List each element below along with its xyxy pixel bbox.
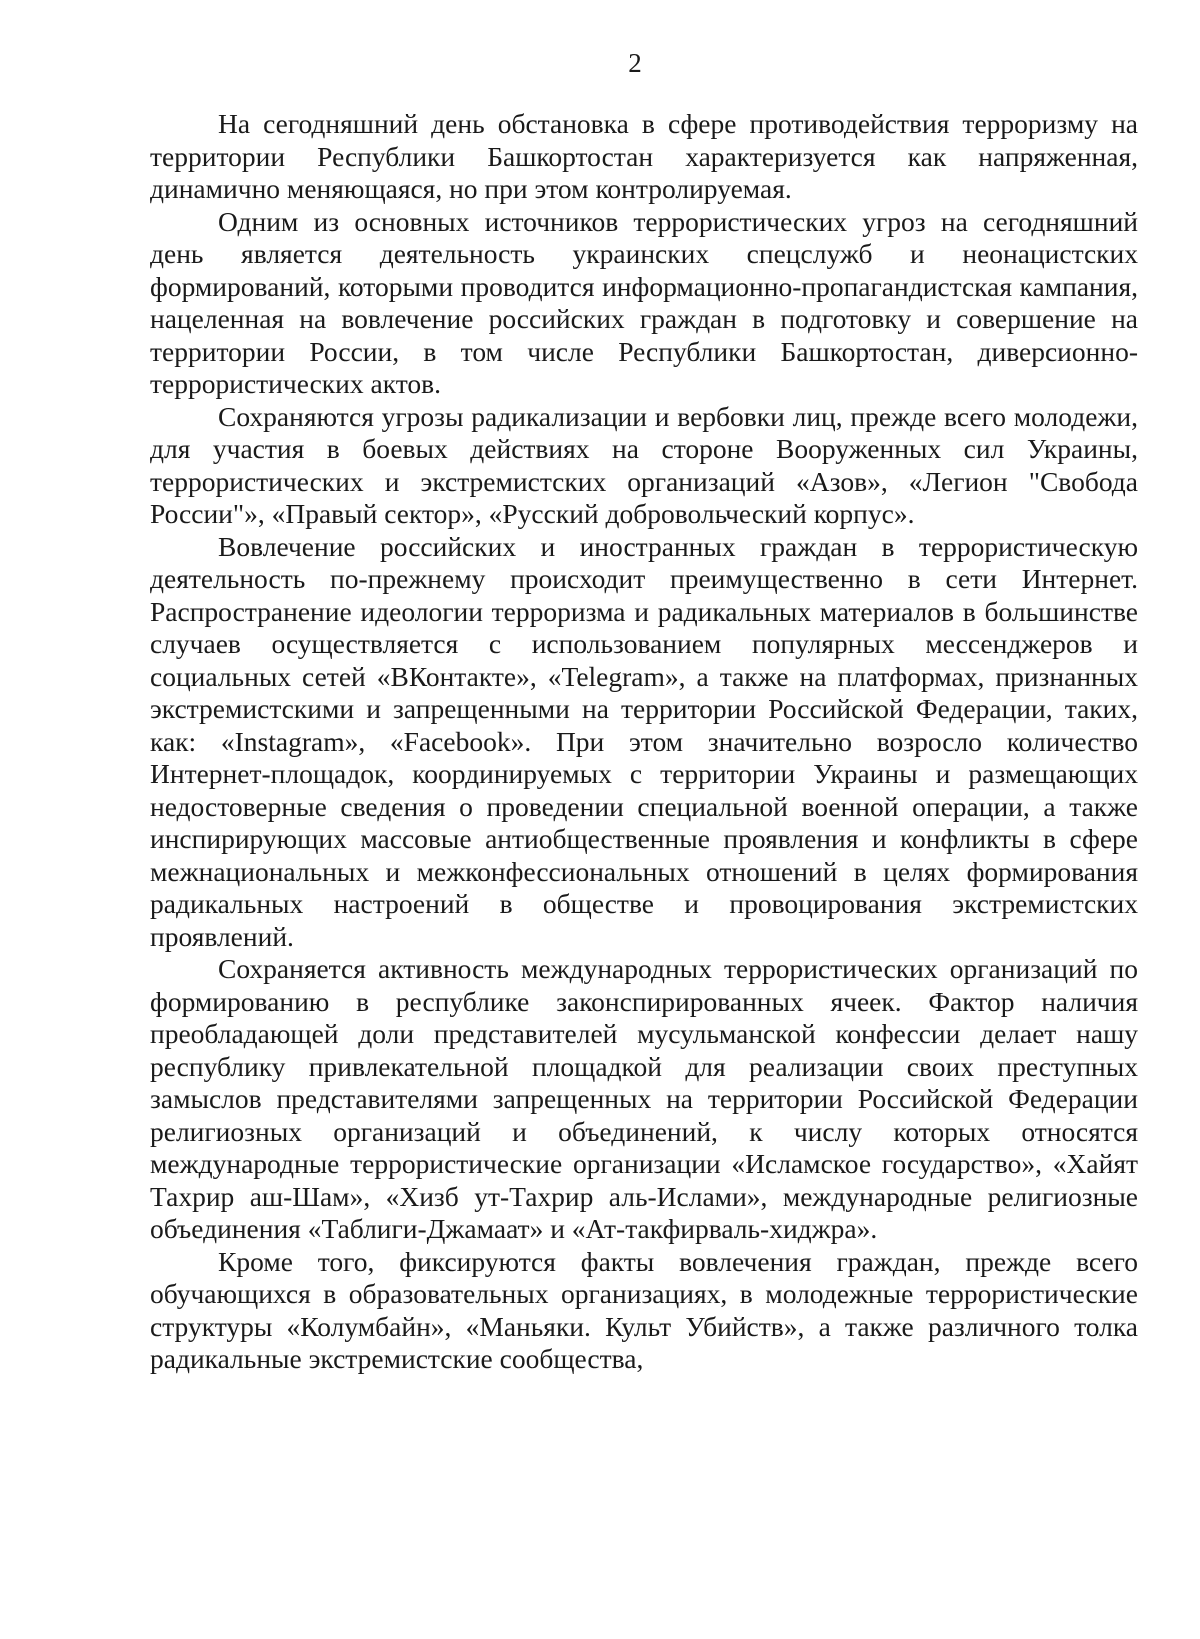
paragraph-youth-structures: Кроме того, фиксируются факты вовлечения граждан, прежде всего обучающихся в образовательных организациях, в молодежные террористические структуры «Колумбайн», «Маньяки. Культ Убийств», а также различного толка радикальные экстремистские сообщества, xyxy=(150,1245,1138,1374)
paragraph-situation-assessment: На сегодняшний день обстановка в сфере противодействия терроризму на территории Республики Башкортостан характеризуется как напряженная, динамично меняющаяся, но при этом контролируемая. xyxy=(150,108,1138,204)
paragraph-radicalization-threats: Сохраняются угрозы радикализации и вербовки лиц, прежде всего молодежи, для участия в боевых действиях на стороне Вооруженных сил Украины, террористических и экстремистских организаций «Азов», «Легион "Свобода России"», «Правый сектор», «Русский добровольческий корпус». xyxy=(150,400,1138,529)
document-body xyxy=(150,108,1138,1376)
page-number: 2 xyxy=(628,48,642,78)
paragraph-international-organizations: Сохраняется активность международных террористических организаций по формированию в республике законспирированных ячеек. Фактор наличия преобладающей доли представителей мусульманской конфессии делает нашу республику привлекательной площадкой для реализации своих преступных замыслов представителями запрещенных на территории Российской Федерации религиозных организаций и объединений, к числу которых относятся международные террористические организации «Исламское государство», «Хайят Тахрир аш-Шам», «Хизб ут-Тахрир аль-Ислами», международные религиозные объединения «Таблиги-Джамаат» и «Ат-такфирваль-хиджра». xyxy=(150,953,1138,1244)
paragraph-internet-recruitment: Вовлечение российских и иностранных граждан в террористическую деятельность по-прежнему происходит преимущественно в сети Интернет. Распространение идеологии терроризма и радикальных материалов в большинстве случаев осуществляется с использованием популярных мессенджеров и социальных сетей «ВКонтакте», «Telegram», а также на платформах, признанных экстремистскими и запрещенными на территории Российской Федерации, таких, как: «Instagram», «Facebook». При этом значительно возросло количество Интернет-площадок, координируемых с территории Украины и размещающих недостоверные сведения о проведении специальной военной операции, а также инспирирующих массовые антиобщественные проявления и конфликты в сфере межнациональных и межконфессиональных отношений в целях формирования радикальных настроений в обществе и провоцирования экстремистских проявлений. xyxy=(150,530,1138,952)
paragraph-threat-sources: Одним из основных источников террористических угроз на сегодняшний день является деятельность украинских спецслужб и неонацистских формирований, которыми проводится информационно-пропагандистская кампания, нацеленная на вовлечение российских граждан в подготовку и совершение на территории России, в том числе Республики Башкортостан, диверсионно-террористических актов. xyxy=(150,205,1138,399)
